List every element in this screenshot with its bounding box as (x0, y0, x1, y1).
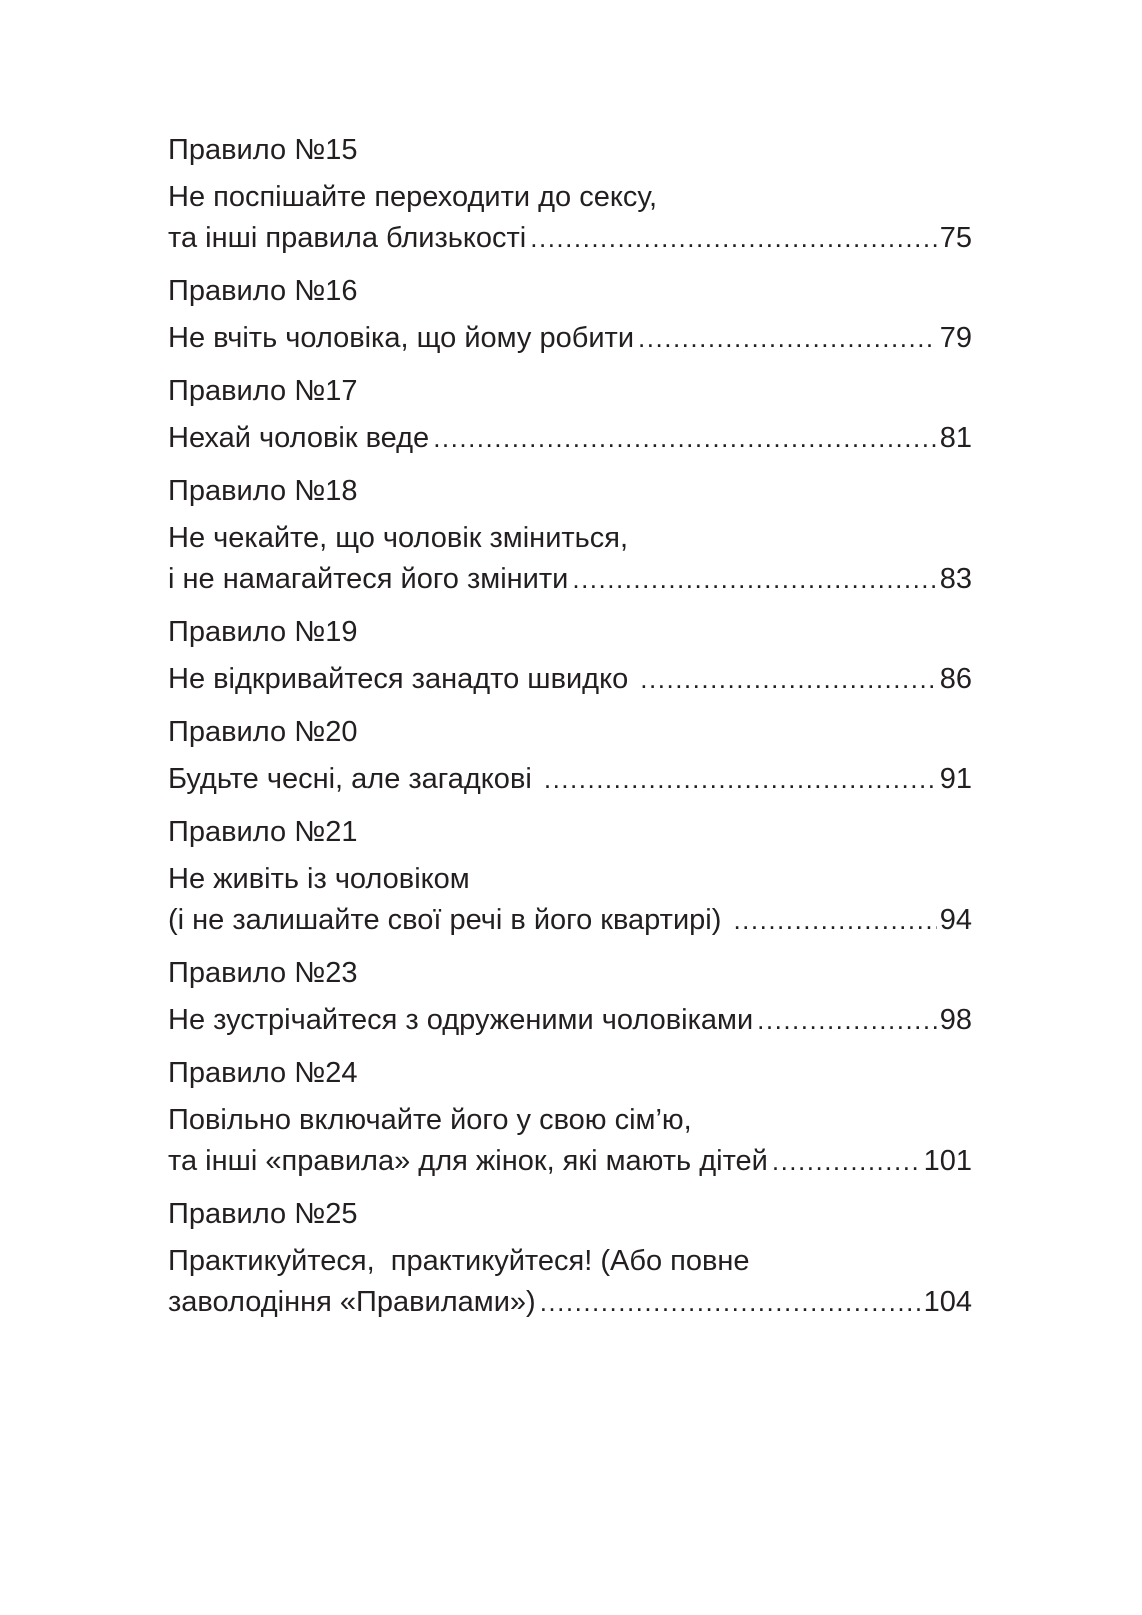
toc-entry-leader-line (168, 559, 972, 600)
toc-page-number: 94 (939, 904, 972, 936)
toc-entry-leader-line (168, 759, 972, 800)
toc-entry-leader-line (168, 218, 972, 259)
toc-entry-leader-line (168, 1282, 972, 1323)
toc-entry-rule-label: Правило №23 (168, 957, 358, 989)
toc-entry (168, 612, 972, 700)
dot-leader (772, 1141, 921, 1182)
toc-entry-rule-label: Правило №20 (168, 716, 358, 748)
toc-entry-title-text: та інші «правила» для жінок, які мають дітей (168, 1145, 768, 1177)
toc-entry (168, 812, 972, 941)
toc-entry-rule-label: Правило №25 (168, 1198, 358, 1230)
toc-entry-rule-label: Правило №17 (168, 375, 358, 407)
toc-entry (168, 130, 972, 259)
toc-page-number: 91 (939, 763, 972, 795)
toc-page-number: 86 (939, 663, 972, 695)
dot-leader (733, 900, 936, 941)
toc-entry-leader-line (168, 1000, 972, 1041)
toc-entry-title-text: заволодіння «Правилами») (168, 1286, 536, 1318)
toc-page-number: 101 (923, 1145, 972, 1177)
dot-leader (572, 559, 936, 600)
toc-entry-title-line: Не чекайте, що чоловік зміниться, (168, 522, 629, 554)
toc-entry (168, 471, 972, 600)
toc-entry-rule-label: Правило №19 (168, 616, 358, 648)
toc-page-number: 104 (923, 1286, 972, 1318)
toc-entry-rule-label: Правило №15 (168, 134, 358, 166)
dot-leader (757, 1000, 937, 1041)
toc-entry (168, 1053, 972, 1182)
toc-entry-leader-line (168, 318, 972, 359)
toc-page-number: 79 (939, 322, 972, 354)
toc-entry-rule-label: Правило №24 (168, 1057, 358, 1089)
toc-entry-title-line: Практикуйтеся, практикуйтеся! (Або повне (168, 1245, 750, 1277)
toc-entry-title-line: Повільно включайте його у свою сім’ю, (168, 1104, 692, 1136)
dot-leader (433, 418, 937, 459)
toc-entry-title-line: Не поспішайте переходити до сексу, (168, 181, 658, 213)
toc-entry (168, 371, 972, 459)
toc-entry-title-text: Не вчіть чоловіка, що йому робити (168, 322, 635, 354)
toc-entry-rule-label: Правило №21 (168, 816, 358, 848)
toc-entry-title-text: Не відкривайтеся занадто швидко (168, 663, 637, 695)
toc-entry-leader-line (168, 659, 972, 700)
toc-entry (168, 271, 972, 359)
toc-entry-title-text: Не зустрічайтеся з одруженими чоловіками (168, 1004, 754, 1036)
toc-entry-rule-label: Правило №18 (168, 475, 358, 507)
toc-entry-rule-label: Правило №16 (168, 275, 358, 307)
dot-leader (540, 1282, 921, 1323)
toc-entry-title-text: і не намагайтеся його змінити (168, 563, 569, 595)
toc-page-number: 98 (939, 1004, 972, 1036)
toc-entry-title-text: Нехай чоловік веде (168, 422, 430, 454)
toc-entry-title-line: Не живіть із чоловіком (168, 863, 470, 895)
toc-entry-leader-line (168, 418, 972, 459)
toc-entry-leader-line (168, 900, 972, 941)
toc-entry-title-text: (і не залишайте свої речі в його квартирі) (168, 904, 730, 936)
toc-page-number: 75 (939, 222, 972, 254)
toc-entry-title-text: та інші правила близькості (168, 222, 527, 254)
dot-leader (530, 218, 936, 259)
dot-leader (638, 318, 937, 359)
dot-leader (544, 759, 937, 800)
table-of-contents (168, 130, 972, 1335)
toc-page-number: 81 (939, 422, 972, 454)
toc-entry (168, 953, 972, 1041)
toc-page-number: 83 (939, 563, 972, 595)
toc-entry (168, 1194, 972, 1323)
toc-entry-leader-line (168, 1141, 972, 1182)
toc-entry-title-text: Будьте чесні, але загадкові (168, 763, 540, 795)
toc-entry (168, 712, 972, 800)
dot-leader (640, 659, 936, 700)
